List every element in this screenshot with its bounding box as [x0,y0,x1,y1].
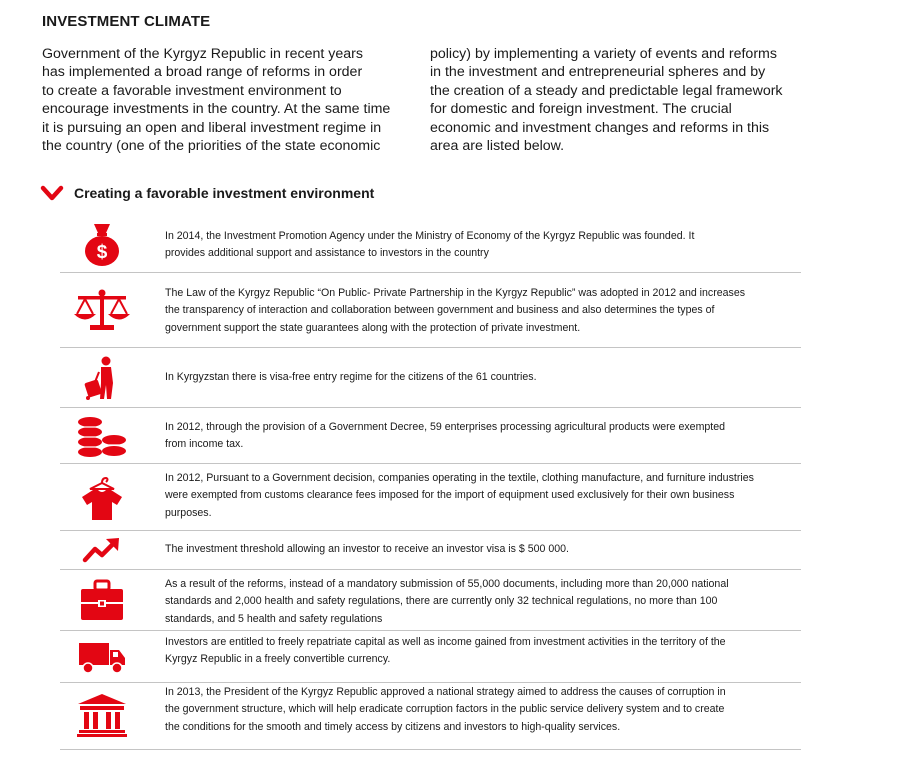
item-text-line: government support the state guarantees along with the protection of private investment. [165,321,581,334]
government-building-icon [76,692,128,738]
list-item [60,570,801,631]
intro-right-column [430,45,783,155]
item-text-line: The Law of the Kyrgyz Republic “On Public- Private Partnership in the Kyrgyz Republic” was adopted in 2012 and increases [165,287,746,299]
svg-text:$: $ [96,242,108,263]
intro-line: encourage investments in the country. At the same time [42,101,391,118]
intro-line: for domestic and foreign investment. The crucial [430,101,732,118]
item-text-line: from income tax. [165,438,244,451]
page-title: INVESTMENT CLIMATE [42,13,211,30]
item-text-line: provides additional support and assistance to investors in the country [165,247,489,260]
list-item [60,273,801,348]
list-item [60,631,801,683]
list-item [60,408,801,464]
intro-line: in the investment and entrepreneurial spheres and by [430,64,766,81]
briefcase-icon [78,578,126,622]
item-text-line: In Kyrgyzstan there is visa-free entry regime for the citizens of the 61 countries. [165,371,537,383]
list-item [60,464,801,531]
intro-line: to create a favorable investment environment to [42,82,342,99]
intro-line: it is pursuing an open and liberal investment regime in [42,119,382,136]
item-text-line: standards and 2,000 health and safety regulations, there are currently only 32 technical regulations, no more than 100 [165,595,718,608]
intro-line: Government of the Kyrgyz Republic in recent years [42,46,363,62]
item-text-line: In 2013, the President of the Kyrgyz Republic approved a national strategy aimed to address the causes of corruption in [165,686,726,698]
money-bag-icon [82,220,122,268]
item-text-line: As a result of the reforms, instead of a mandatory submission of 55,000 documents, including more than 20,000 national [165,578,729,590]
item-text-line: In 2012, through the provision of a Government Decree, 59 enterprises processing agricultural products were exempted [165,421,726,433]
item-text-line: the conditions for the smooth and timely access by citizens and investors to high-quality services. [165,720,621,733]
item-text-line: In 2014, the Investment Promotion Agency under the Ministry of Economy of the Kyrgyz Republic was founded. It [165,230,695,242]
list-item [60,217,801,273]
section-header [40,182,374,204]
item-text-line: standards, and 5 health and safety regulations [165,612,383,625]
item-text-line: Investors are entitled to freely repatriate capital as well as income gained from investment activities in the territory of the [165,636,726,648]
item-text-line: In 2012, Pursuant to a Government decision, companies operating in the textile, clothing manufacture, and furniture industries [165,472,754,484]
chevron-down-icon [40,184,64,202]
traveler-icon [82,355,122,401]
item-text-line: Kyrgyz Republic in a freely convertible currency. [165,653,391,666]
intro-line: the creation of a steady and predictable legal framework [430,82,783,99]
section-title: Creating a favorable investment environment [74,185,375,201]
intro-line: has implemented a broad range of reforms in order [42,64,363,81]
list-item [60,683,801,750]
intro-line: economic and investment changes and reforms in this [430,119,770,136]
coins-icon [76,414,128,458]
intro-line: the country (one of the priorities of the state economic [42,138,381,155]
item-text-line: The investment threshold allowing an investor to receive an investor visa is $ 500 000. [165,543,569,555]
item-text-line: purposes. [165,506,212,519]
list-item [60,348,801,408]
item-text-line: were exempted from customs clearance fees imposed for the import of equipment used exclusively for their own business [165,489,735,502]
intro-line: area are listed below. [430,138,565,155]
trend-up-icon [82,536,122,564]
item-text-line: the government structure, which will help eradicate corruption factors in the public service delivery system and to create [165,703,725,716]
scales-icon [73,288,131,332]
truck-icon [77,639,127,675]
list-item [60,531,801,570]
intro-line: policy) by implementing a variety of events and reforms [430,46,777,62]
intro-left-column [42,45,390,155]
item-text-line: the transparency of interaction and collaboration between government and business and also determines the types of [165,304,715,317]
shirt-hanger-icon [78,474,126,522]
